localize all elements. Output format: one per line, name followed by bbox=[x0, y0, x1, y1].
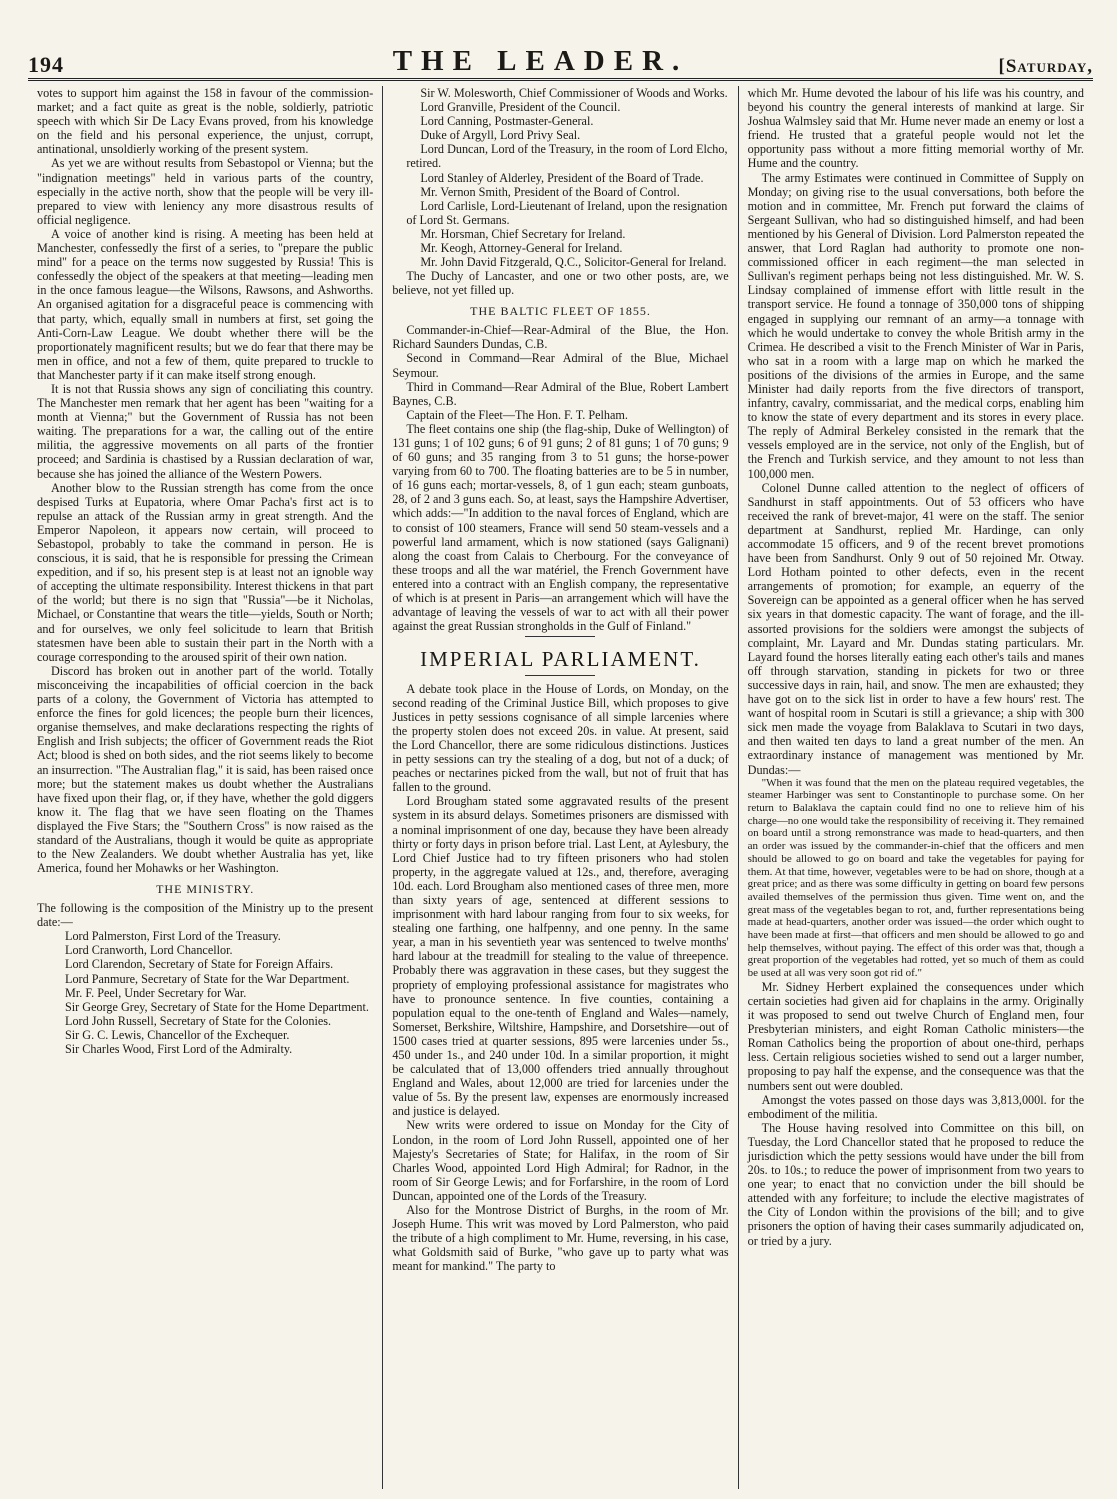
list-item: Lord Stanley of Alderley, President of the Board of Trade. bbox=[420, 170, 704, 185]
list-item: Duke of Argyll, Lord Privy Seal. bbox=[420, 128, 581, 143]
list-item: Lord Panmure, Secretary of State for the War Department. bbox=[65, 971, 350, 986]
paragraph: A debate took place in the House of Lords, on Monday, on the second reading of the Criminal Justice Bill, which proposes to give Justices in petty sessions cognisance of all simple larcenies where the property stolen does not exceed 20s. in value. At present, said the Lord Chancellor, there are some ridiculous distinctions. Justices in petty sessions can try the stealing of a dog, but not of a duck; of peaches or nectarines picked from the wall, but not of fruit that has fallen to the ground. bbox=[392, 681, 729, 795]
masthead bbox=[28, 44, 1093, 81]
paragraph: Captain of the Fleet—The Hon. F. T. Pelham. bbox=[406, 407, 628, 422]
ministry-list-continued bbox=[392, 86, 728, 269]
paragraph: Second in Command—Rear Admiral of the Blue, Michael Seymour. bbox=[392, 351, 729, 380]
column-2 bbox=[382, 86, 737, 1489]
list-item: Lord Granville, President of the Council. bbox=[420, 100, 621, 115]
list-item: Lord Duncan, Lord of the Treasury, in the room of Lord Elcho, retired. bbox=[406, 142, 728, 171]
list-item: Lord Clarendon, Secretary of State for Foreign Affairs. bbox=[65, 957, 334, 972]
section-title-imperial-parliament: IMPERIAL PARLIAMENT. bbox=[420, 647, 701, 672]
list-item: Mr. F. Peel, Under Secretary for War. bbox=[65, 985, 247, 1000]
list-item: Sir Charles Wood, First Lord of the Admiralty. bbox=[65, 1042, 293, 1057]
paragraph: Another blow to the Russian strength has come from the once despised Turks at Eupatoria, where Omar Pacha's first act is to repulse an attack of the Russian army in great strength. And the Emperor Napoleon, it appears now certain, will proceed to Sebastopol, probably to take the command in person. He is conscious, it is said, that he is responsible for pressing the Crimean expedition, and if so, his present step is at least not an ignoble way of accepting the ultimate responsibility. Interest thickens in that part of the world; but there is no sign that "Russia"—be it Nicholas, Michael, or Constantine that wears the title—yields, South or North; and for ourselves, we only feel solicitude to learn that British statesmen have been able to sustain their part in the North with a courage corresponding to the aroused spirit of their own nation. bbox=[37, 480, 374, 664]
paragraph: Third in Command—Rear Admiral of the Blue, Robert Lambert Baynes, C.B. bbox=[392, 379, 729, 408]
quotation: "When it was found that the men on the plateau required vegetables, the steamer Harbinger was sent to Constantinople to purchase some. On her return to Balaklava the captain could find no one to relieve him of his charge—no one would take the responsibility of receiving it. They remained on board until a strong remonstrance was made to head-quarters, and then an order was issued by the commander-in-chief that the officers and men should be allowed to go on board and take the vegetables for paying for them. At that time, however, vegetables were to be had on shore, though at a great price; and as there was some difficulty in getting on board few persons availed themselves of the permission thus given. Time went on, and the great mass of the vegetables began to rot, and, further representations being made at head-quarters, another order was issued—the order which ought to have been made at first—that officers and men should be allowed to go and help themselves, without paying. The effect of this order was that, though a great proportion of the vegetables had rotted, yet so much of them as could be used at all was very soon got rid of." bbox=[747, 776, 1084, 980]
page-number: 194 bbox=[28, 52, 64, 77]
list-item: Lord Carlisle, Lord-Lieutenant of Ireland, upon the resignation of Lord St. Germans. bbox=[406, 198, 728, 227]
paragraph: The Duchy of Lancaster, and one or two other posts, are, we believe, not yet filled up. bbox=[392, 269, 729, 298]
paragraph: As yet we are without results from Sebastopol or Vienna; but the "indignation meetings" held in various parts of the country, especially in the active north, show that the people will be very ill-prepared to view with leniency any more disastrous results of official negligence. bbox=[37, 156, 374, 227]
paragraph: The House having resolved into Committee on this bill, on Tuesday, the Lord Chancellor stated that he proposed to reduce the jurisdiction which the petty sessions would have under the bill from 20s. to 10s.; to reduce the power of imprisonment from two years to one year; to enact that no conviction under the bill should be attended with any forfeiture; to include the elective magistrates of the City of London within the provisions of the bill; and to give prisoners the option of having their cases summarily adjudicated on, or tried by a jury. bbox=[747, 1120, 1084, 1248]
paragraph: It is not that Russia shows any sign of conciliating this country. The Manchester men remark that her agent has been "waiting for a month at Vienna;" but the Government of Russia has not been waiting. The preparations for a war, the calling out of the entire militia, the aggressive movements on all parts of the frontier proceed; and Sardinia is chastised by a Russian declaration of war, because she has joined the alliance of the Western Powers. bbox=[37, 381, 374, 481]
issue-day: [Saturday, bbox=[998, 56, 1093, 77]
paragraph: votes to support him against the 158 in favour of the commission-market; and a fact quite as great is the noble, soldierly, patriotic speech with which Sir De Lacy Evans proved, from his knowledge on the field and his personal experience, the unjust, corrupt, antinational, unsoldierly working of the present system. bbox=[37, 86, 374, 157]
paragraph: Colonel Dunne called attention to the neglect of officers of Sandhurst in staff appointments. Out of 53 officers who have received the rank of brevet-major, 41 were on the staff. The senior department at Sandhurst, replied Mr. Hardinge, can only accommodate 15 officers, and 9 of the recent brevet promotions have been from Sandhurst. Only 9 out of 50 rejoined Mr. Otway. Lord Hotham pointed to other defects, even in the recent arrangements of promotion; for example, an equerry of the Sovereign can be appointed as a general officer when he has served six years in that domestic capacity. The want of forage, and the ill-assorted provisions for the soldiers were amongst the subjects of complaint, Mr. Layard and Mr. Dundas stating particulars. Mr. Layard found the horses literally eating each other's tails and manes off through starvation, standing in pickets for two or three successive days in rain, hail, and snow. The men are exhausted; they have got on to the sick list in order to have a few hours' rest. The want of hospital room in Scutari is still a grievance; a ship with 300 sick men made the voyage from Balaklava to Scutari in two days, and then waited ten days to land a great number of the men. An extraordinary instance of management was mentioned by Mr. Dundas:— bbox=[747, 480, 1084, 777]
list-item: Mr. John David Fitzgerald, Q.C., Solicitor-General for Ireland. bbox=[420, 255, 727, 270]
section-title-baltic: THE BALTIC FLEET OF 1855. bbox=[470, 304, 651, 319]
paragraph: Commander-in-Chief—Rear-Admiral of the Blue, the Hon. Richard Saunders Dundas, C.B. bbox=[392, 323, 729, 352]
section-title-ministry: THE MINISTRY. bbox=[156, 882, 255, 897]
paragraph: Also for the Montrose District of Burghs, in the room of Mr. Joseph Hume. This writ was moved by Lord Palmerston, who paid the tribute of a high compliment to Mr. Hume, reversing, in his case, what Goldsmith said of Burke, "who gave up to party what was meant for mankind." The party to bbox=[392, 1203, 729, 1274]
paragraph: The fleet contains one ship (the flag-ship, Duke of Wellington) of 131 guns; 1 of 102 guns; 6 of 91 guns; 2 of 81 guns; 1 of 70 guns; 9 of 60 guns; and 35 ranging from 3 to 51 guns; the horse-power varying from 60 to 700. The floating batteries are to be 5 in number, of 16 guns each; mortar-vessels, 8, of 1 gun each; steam gunboats, 28, of 2 and 3 guns each. So, at least, says the Hampshire Advertiser, which adds:—"In addition to the naval forces of England, which are to consist of 100 steamers, France will send 50 steam-vessels and a powerful land armament, which is now stationed (says Galignani) along the coast from Calais to Cherbourg. For the conveyance of these troops and all the war matériel, the French Government have entered into a contract with an English company, the representative of which is at present in Paris—an arrangement which will have the advantage of leaving the vessels of war to act with all their power against the great Russian strongholds in the Gulf of Finland." bbox=[392, 421, 729, 634]
column-3 bbox=[738, 86, 1093, 1489]
list-item: Mr. Horsman, Chief Secretary for Ireland. bbox=[420, 226, 626, 241]
list-item: Mr. Keogh, Attorney-General for Ireland. bbox=[420, 241, 623, 256]
divider bbox=[525, 636, 595, 637]
columns bbox=[28, 86, 1093, 1489]
list-item: Lord Canning, Postmaster-General. bbox=[420, 114, 594, 129]
paragraph: New writs were ordered to issue on Monday for the City of London, in the room of Lord John Russell, appointed one of her Majesty's Secretaries of State; for Halifax, in the room of Sir Charles Wood, appointed Lord High Admiral; for Radnor, in the room of Sir George Lewis; and for Forfarshire, in the room of Lord Duncan, appointed one of the Lords of the Treasury. bbox=[392, 1118, 729, 1203]
paragraph: Amongst the votes passed on those days was 3,813,000l. for the embodiment of the militia. bbox=[747, 1092, 1084, 1121]
list-item: Mr. Vernon Smith, President of the Board of Control. bbox=[420, 184, 680, 199]
ministry-intro: The following is the composition of the Ministry up to the present date:— bbox=[37, 901, 374, 930]
column-1 bbox=[28, 86, 382, 1489]
list-item: Lord John Russell, Secretary of State for the Colonies. bbox=[65, 1013, 332, 1028]
list-item: Lord Palmerston, First Lord of the Treasury. bbox=[65, 929, 281, 944]
ministry-list bbox=[37, 929, 373, 1056]
paragraph: Lord Brougham stated some aggravated results of the present system in its absurd delays. Sometimes prisoners are dismissed with a nominal imprisonment of one day, because they have been already thirty or forty days in prison before trial. Last Lent, at Aylesbury, the Lord Chief Justice had to try fifteen prisoners who had stolen property, in the aggregate valued at 12s., and, therefore, averaging 10d. each. Lord Brougham also mentioned cases of three men, more than sixty years of age, sentenced at different sessions to imprisonment with hard labour ranging from four to six weeks, for stealing one farthing, one halfpenny, and one penny. In the same year, a man in his seventieth year was sentenced to twelve months' hard labour at the treadmill for stealing to the value of threepence. Probably there was aggravation in these cases, but they suggest the propriety of employing professional assistance for magistrates who have to pronounce sentence. In five counties, containing a population equal to the one-tenth of England and Wales—namely, Somerset, Berkshire, Wiltshire, Hampshire, and Dorsetshire—out of 1500 cases tried at quarter sessions, 895 were larcenies under 5s., 450 under 1s., and 240 under 10d. In a similar proportion, it might be calculated that of 13,000 offenders tried annually throughout England and Wales, about 12,000 are tried for larcenies under the value of 5s. By the present law, expenses are enormously increased and justice is delayed. bbox=[392, 794, 729, 1119]
paper-title: THE LEADER. bbox=[392, 45, 689, 77]
paragraph: The army Estimates were continued in Committee of Supply on Monday; on giving rise to the usual conversations, both before the motion and in committee, Mr. French put forward the claims of Sergeant Sullivan, who had so distinguished himself, and had been mentioned by his General of Division. Lord Palmerston repeated the answer, that Lord Raglan had authority to promote one non-commissioned officer in each regiment—the man selected in Sullivan's regiment perhaps being not less distinguished. Mr. W. S. Lindsay complained of immense effort with little result in the transport service. He found a tonnage of 350,000 tons of shipping engaged in supplying our remnant of an army—a tonnage with which he would undertake to convey the whole British army in the Crimea. He described a visit to the French Minister of War in Paris, who sat in a room with a large map on which he marked the positions of the divisions of the armies in Europe, and the same Minister had daily reports from the five directors of transport, infantry, cavalry, commissariat, and the medical corps, enabling him to know the state of every department and its stores in every place. The reply of Admiral Berkeley consisted in the remark that the vessels employed are in the service, not only of the English, but of the French and Turkish service, and they amount to not less than 100,000 men. bbox=[747, 170, 1084, 481]
paragraph: which Mr. Hume devoted the labour of his life was his country, and beyond his country the general interests of mankind at large. Sir Joshua Walmsley said that Mr. Hume never made an enemy or lost a friend. He trusted that a grateful people would not let the opportunity pass without a more fitting memorial worthy of Mr. Hume and the country. bbox=[747, 86, 1084, 171]
paragraph: A voice of another kind is rising. A meeting has been held at Manchester, confessedly the first of a series, to "prepare the public mind" for a peace on the terms now suggested by Russia! This is confessedly the object of the speakers at that meeting—leading men in the once famous league—the Wilsons, Rawsons, and Ashworths. An organised agitation for a disgraceful peace is commencing with that party, which, equally small in numbers at first, set going the Anti-Corn-Law League. We doubt whether there will be the proportionately magnificent results; but we do fear that there may be men in office, and not a few of them, quite prepared to truckle to that Manchester party if it can make itself strong enough. bbox=[37, 226, 374, 382]
list-item: Sir G. C. Lewis, Chancellor of the Exchequer. bbox=[65, 1027, 290, 1042]
list-item: Lord Cranworth, Lord Chancellor. bbox=[65, 943, 233, 958]
list-item: Sir George Grey, Secretary of State for the Home Department. bbox=[65, 999, 369, 1014]
paragraph: Mr. Sidney Herbert explained the consequences under which certain societies had given aid for chaplains in the army. Originally it was proposed to send out twelve Church of England men, four Presbyterian ministers, and eight Roman Catholic ministers—the Roman Catholics being the proportion of about one-third, perhaps less. Certain religious societies wished to send out a larger number, proposing to pay half the expense, and the consequence was that the numbers sent out were doubled. bbox=[747, 979, 1084, 1093]
paragraph: Discord has broken out in another part of the world. Totally misconceiving the incapabilities of official coercion in the back parts of a colony, the Government of Victoria has attempted to enforce the fines for gold licences; the people burn their licences, organise themselves, and make declarations respecting the rights of English and Irish subjects; the officer of Government reads the Riot Act; blood is shed on both sides, and the riot seems likely to become an insurrection. "The Australian flag," it is said, has been raised once more; but the statement makes us doubt whether the Australians have fixed upon their flag, or, if they have, whether the gold diggers know it. The flag that we have seen floating on the Thames displayed the Five Stars; the "Southern Cross" is now raised as the standard of the Australians, though it would be quite as appropriate to the New Zealanders. We doubt whether Australia has yet, like America, found her Mohawks or her Washington. bbox=[37, 663, 374, 876]
list-item: Sir W. Molesworth, Chief Commissioner of Woods and Works. bbox=[420, 86, 728, 100]
divider bbox=[525, 675, 595, 676]
